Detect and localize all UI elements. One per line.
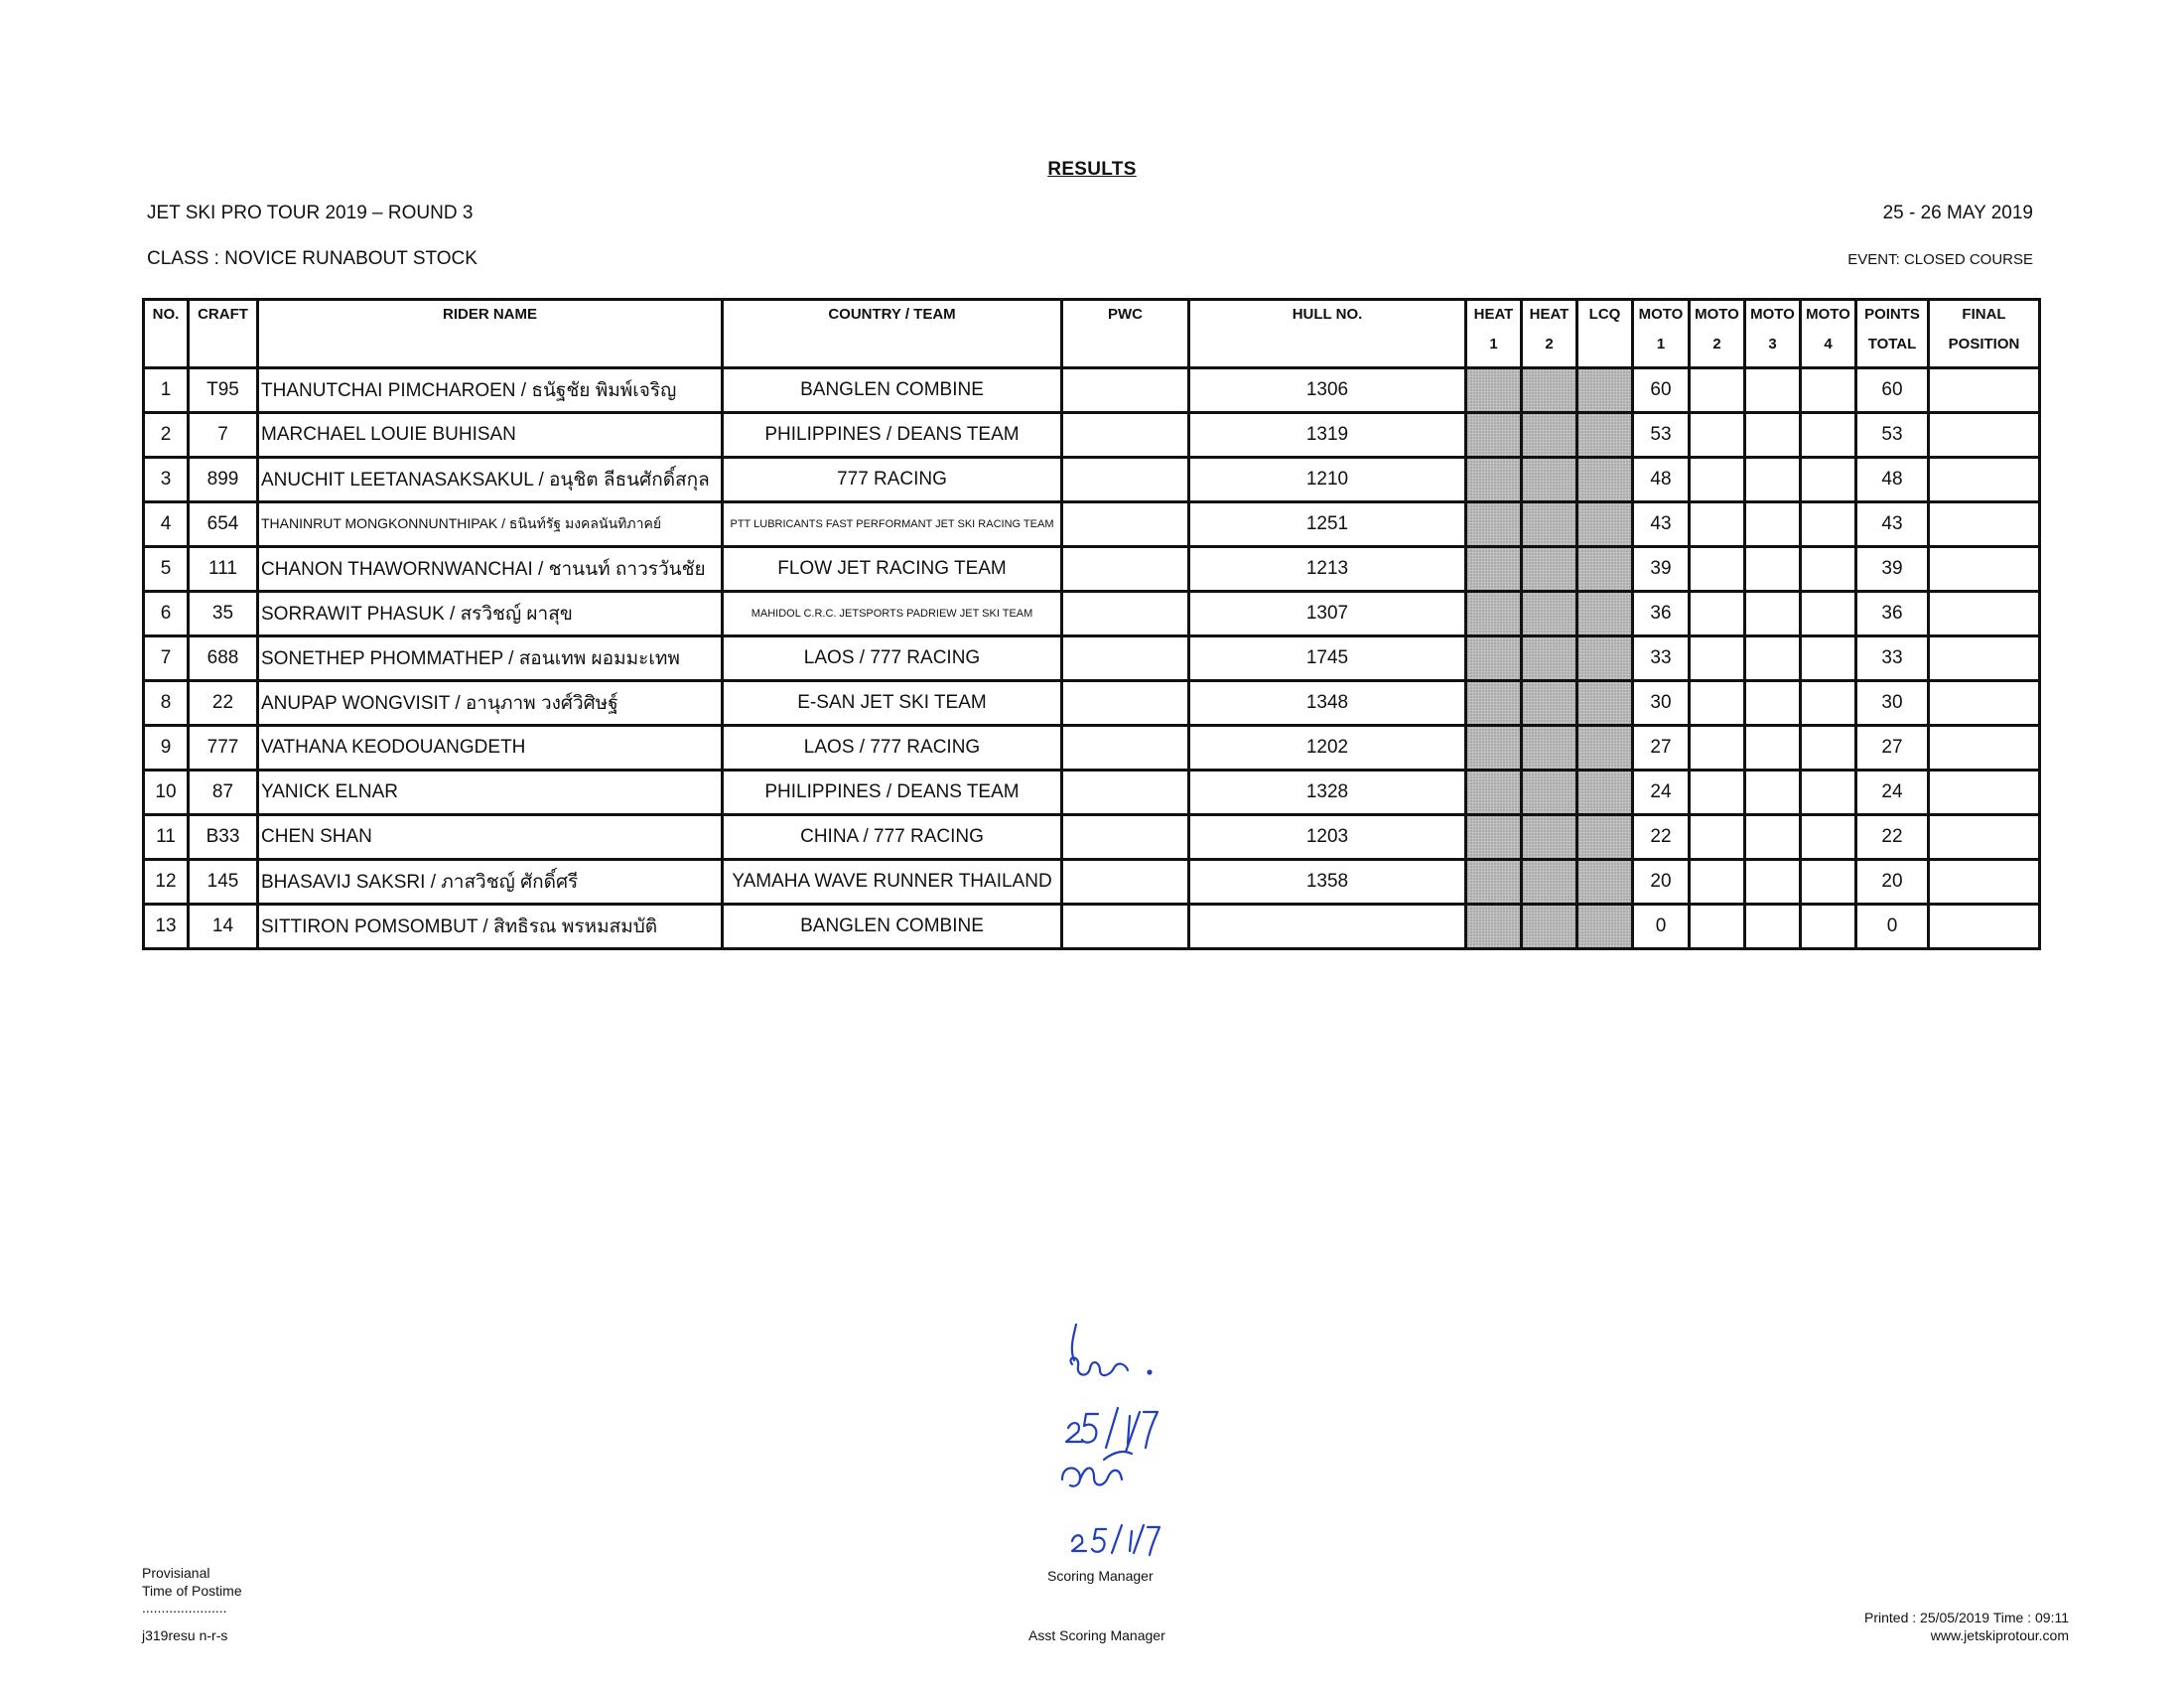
craft-cell: 654 [189,502,258,547]
heat1-cell [1466,771,1522,815]
lcq-cell [1577,860,1633,905]
pwc-cell [1062,458,1189,502]
table-row [144,458,2040,502]
hull-cell: 1202 [1189,726,1466,771]
moto4-cell [1801,413,1856,458]
heat1-cell [1466,502,1522,547]
lcq-cell [1577,368,1633,413]
moto4-cell [1801,905,1856,949]
column-header-moto-3 [1745,300,1801,368]
column-header-moto-2 [1690,300,1745,368]
hull-cell: 1306 [1189,368,1466,413]
moto2-cell [1690,771,1745,815]
column-header-line1: RIDER NAME [442,306,537,323]
event-title: JET SKI PRO TOUR 2019 – ROUND 3 [147,203,474,223]
rider-name-cell: BHASAVIJ SAKSRI / ภาสวิชญ์ ศักดิ์ศรี [258,860,723,905]
heat2-cell [1522,592,1577,636]
moto4-cell [1801,458,1856,502]
column-header-line1: PWC [1108,306,1143,323]
hull-cell: 1307 [1189,592,1466,636]
final-position-cell [1929,592,2040,636]
table-row [144,771,2040,815]
team-cell: E-SAN JET SKI TEAM [723,681,1062,726]
printed-timestamp: Printed : 25/05/2019 Time : 09:11 [1864,1610,2069,1625]
pwc-cell [1062,681,1189,726]
column-header-points-total [1856,300,1929,368]
column-header-line2: 1 [1656,336,1666,352]
final-position-cell [1929,502,2040,547]
column-header-line1: HEAT [1529,306,1570,323]
column-header-line1: POINTS [1864,306,1920,323]
results-heading: RESULTS [1047,159,1137,180]
points-total-cell: 33 [1856,636,1929,681]
pwc-cell [1062,771,1189,815]
moto3-cell [1745,860,1801,905]
rider-name-cell: ANUPAP WONGVISIT / อานุภาพ วงศ์วิศิษฐ์ [258,681,723,726]
moto1-cell: 53 [1633,413,1690,458]
moto3-cell [1745,458,1801,502]
column-header-pwc [1062,300,1189,368]
moto1-cell: 33 [1633,636,1690,681]
craft-cell: 899 [189,458,258,502]
column-header-no [144,300,189,368]
craft-cell: 145 [189,860,258,905]
team-cell: BANGLEN COMBINE [723,368,1062,413]
postime-dots: ...................... [142,1600,227,1616]
table-row [144,815,2040,860]
column-header-line2: TOTAL [1867,336,1917,352]
final-position-cell [1929,547,2040,592]
moto1-cell: 27 [1633,726,1690,771]
table-row [144,681,2040,726]
no-cell: 10 [144,771,189,815]
moto2-cell [1690,368,1745,413]
column-header-line2 [259,325,721,335]
no-cell: 9 [144,726,189,771]
rider-name-cell: THANINRUT MONGKONNUNTHIPAK / ธนินท์รัฐ มงคลนันทิภาคย์ [258,502,723,547]
moto4-cell [1801,592,1856,636]
event-type: EVENT: CLOSED COURSE [1847,251,2033,268]
hull-cell: 1319 [1189,413,1466,458]
column-header-rider-name [258,300,723,368]
craft-cell: 7 [189,413,258,458]
column-header-heat-1 [1466,300,1522,368]
final-position-cell [1929,815,2040,860]
column-header-line1: MOTO [1750,306,1795,323]
column-header-line2: POSITION [1948,336,2020,352]
moto1-cell: 22 [1633,815,1690,860]
points-total-cell: 24 [1856,771,1929,815]
craft-cell: 35 [189,592,258,636]
hull-cell: 1745 [1189,636,1466,681]
points-total-cell: 22 [1856,815,1929,860]
final-position-cell [1929,413,2040,458]
rider-name-cell: SONETHEP PHOMMATHEP / สอนเทพ ผอมมะเทพ [258,636,723,681]
column-header-line1: FINAL [1962,306,2006,323]
pwc-cell [1062,815,1189,860]
asst-scoring-manager-label: Asst Scoring Manager [1028,1627,1165,1643]
lcq-cell [1577,502,1633,547]
lcq-cell [1577,547,1633,592]
moto1-cell: 0 [1633,905,1690,949]
no-cell: 12 [144,860,189,905]
column-header-moto-4 [1801,300,1856,368]
table-row [144,413,2040,458]
heat2-cell [1522,368,1577,413]
column-header-line2: 3 [1768,336,1777,352]
column-header-line1: NO. [152,306,180,323]
table-row [144,726,2040,771]
moto1-cell: 39 [1633,547,1690,592]
points-total-cell: 48 [1856,458,1929,502]
moto4-cell [1801,860,1856,905]
table-body [144,368,2040,949]
points-total-cell: 36 [1856,592,1929,636]
moto3-cell [1745,905,1801,949]
column-header-line1: HULL NO. [1292,306,1363,323]
moto2-cell [1690,592,1745,636]
moto3-cell [1745,771,1801,815]
column-header-line2 [145,325,187,335]
column-header-line1: MOTO [1806,306,1850,323]
results-table [142,298,2041,950]
heat2-cell [1522,815,1577,860]
heat2-cell [1522,413,1577,458]
points-total-cell: 27 [1856,726,1929,771]
craft-cell: 14 [189,905,258,949]
pwc-cell [1062,502,1189,547]
column-header-final-position [1929,300,2040,368]
column-header-line1: MOTO [1638,306,1684,323]
rider-name-cell: CHANON THAWORNWANCHAI / ชานนท์ ถาวรวันชัย [258,547,723,592]
heat1-cell [1466,547,1522,592]
column-header-line2 [190,325,256,335]
moto1-cell: 24 [1633,771,1690,815]
lcq-cell [1577,636,1633,681]
lcq-cell [1577,726,1633,771]
rider-name-cell: SITTIRON POMSOMBUT / สิทธิรณ พรหมสมบัติ [258,905,723,949]
heat2-cell [1522,502,1577,547]
pwc-cell [1062,726,1189,771]
heat1-cell [1466,458,1522,502]
hull-cell: 1213 [1189,547,1466,592]
column-header-line2 [724,325,1060,335]
moto3-cell [1745,592,1801,636]
rider-name-cell: VATHANA KEODOUANGDETH [258,726,723,771]
heat1-cell [1466,726,1522,771]
craft-cell: 87 [189,771,258,815]
team-cell: BANGLEN COMBINE [723,905,1062,949]
column-header-line2 [1063,325,1187,335]
heat1-cell [1466,592,1522,636]
team-cell: MAHIDOL C.R.C. JETSPORTS PADRIEW JET SKI TEAM [723,592,1062,636]
team-cell: LAOS / 777 RACING [723,726,1062,771]
moto2-cell [1690,726,1745,771]
no-cell: 7 [144,636,189,681]
points-total-cell: 20 [1856,860,1929,905]
class-line: CLASS : NOVICE RUNABOUT STOCK [147,248,478,269]
lcq-cell [1577,592,1633,636]
rider-name-cell: ANUCHIT LEETANASAKSAKUL / อนุชิต ลีธนศักดิ์สกุล [258,458,723,502]
points-total-cell: 43 [1856,502,1929,547]
final-position-cell [1929,636,2040,681]
final-position-cell [1929,681,2040,726]
team-cell: YAMAHA WAVE RUNNER THAILAND [723,860,1062,905]
heat2-cell [1522,860,1577,905]
heat1-cell [1466,815,1522,860]
column-header-line2 [1190,325,1464,335]
moto1-cell: 30 [1633,681,1690,726]
heat2-cell [1522,547,1577,592]
no-cell: 6 [144,592,189,636]
points-total-cell: 30 [1856,681,1929,726]
lcq-cell [1577,413,1633,458]
moto4-cell [1801,502,1856,547]
column-header-heat-2 [1522,300,1577,368]
column-header-line1: HEAT [1473,306,1514,323]
column-header-country-team [723,300,1062,368]
craft-cell: 22 [189,681,258,726]
craft-cell: T95 [189,368,258,413]
moto4-cell [1801,815,1856,860]
file-code: j319resu n-r-s [142,1627,228,1643]
heat2-cell [1522,726,1577,771]
pwc-cell [1062,636,1189,681]
column-header-hull-no [1189,300,1466,368]
column-header-line2: 1 [1489,336,1498,352]
moto3-cell [1745,815,1801,860]
final-position-cell [1929,368,2040,413]
hull-cell: 1358 [1189,860,1466,905]
column-header-lcq [1577,300,1633,368]
no-cell: 1 [144,368,189,413]
table-row [144,547,2040,592]
heat2-cell [1522,458,1577,502]
team-cell: CHINA / 777 RACING [723,815,1062,860]
moto3-cell [1745,726,1801,771]
column-header-line1: LCQ [1588,306,1621,323]
column-header-line1: MOTO [1695,306,1739,323]
pwc-cell [1062,368,1189,413]
lcq-cell [1577,815,1633,860]
pwc-cell [1062,860,1189,905]
hull-cell: 1328 [1189,771,1466,815]
moto2-cell [1690,502,1745,547]
heat1-cell [1466,905,1522,949]
moto1-cell: 36 [1633,592,1690,636]
final-position-cell [1929,726,2040,771]
heat2-cell [1522,636,1577,681]
table-row [144,860,2040,905]
moto2-cell [1690,458,1745,502]
moto4-cell [1801,771,1856,815]
moto4-cell [1801,726,1856,771]
no-cell: 3 [144,458,189,502]
column-header-line2: 4 [1824,336,1833,352]
no-cell: 4 [144,502,189,547]
points-total-cell: 39 [1856,547,1929,592]
column-header-moto-1 [1633,300,1690,368]
table-header-row [144,300,2040,368]
table-row [144,592,2040,636]
time-of-postime-label: Time of Postime [142,1583,242,1599]
lcq-cell [1577,681,1633,726]
rider-name-cell: YANICK ELNAR [258,771,723,815]
hull-cell: 1348 [1189,681,1466,726]
moto3-cell [1745,547,1801,592]
pwc-cell [1062,547,1189,592]
moto3-cell [1745,502,1801,547]
moto2-cell [1690,860,1745,905]
table-row [144,368,2040,413]
column-header-craft [189,300,258,368]
points-total-cell: 60 [1856,368,1929,413]
moto1-cell: 48 [1633,458,1690,502]
column-header-line2: 2 [1545,336,1554,352]
moto2-cell [1690,413,1745,458]
table-row [144,636,2040,681]
craft-cell: 111 [189,547,258,592]
moto3-cell [1745,636,1801,681]
moto4-cell [1801,681,1856,726]
craft-cell: 777 [189,726,258,771]
lcq-cell [1577,905,1633,949]
rider-name-cell: CHEN SHAN [258,815,723,860]
craft-cell: 688 [189,636,258,681]
final-position-cell [1929,905,2040,949]
craft-cell: B33 [189,815,258,860]
handwritten-signature [1032,1321,1191,1559]
moto2-cell [1690,636,1745,681]
moto2-cell [1690,547,1745,592]
moto1-cell: 43 [1633,502,1690,547]
team-cell: LAOS / 777 RACING [723,636,1062,681]
column-header-line2 [1578,325,1631,335]
team-cell: FLOW JET RACING TEAM [723,547,1062,592]
column-header-line2: 2 [1712,336,1721,352]
no-cell: 5 [144,547,189,592]
pwc-cell [1062,905,1189,949]
team-cell: PHILIPPINES / DEANS TEAM [723,413,1062,458]
heat2-cell [1522,681,1577,726]
scoring-manager-label: Scoring Manager [1047,1568,1154,1584]
table-row [144,905,2040,949]
rider-name-cell: MARCHAEL LOUIE BUHISAN [258,413,723,458]
moto4-cell [1801,547,1856,592]
website-link[interactable]: www.jetskiprotour.com [1930,1627,2069,1643]
hull-cell: 1210 [1189,458,1466,502]
heat1-cell [1466,636,1522,681]
heat1-cell [1466,681,1522,726]
no-cell: 13 [144,905,189,949]
column-header-line1: CRAFT [198,306,248,323]
moto3-cell [1745,681,1801,726]
lcq-cell [1577,458,1633,502]
no-cell: 2 [144,413,189,458]
no-cell: 8 [144,681,189,726]
team-cell: PTT LUBRICANTS FAST PERFORMANT JET SKI RACING TEAM [723,502,1062,547]
moto4-cell [1801,636,1856,681]
column-header-line1: COUNTRY / TEAM [828,306,956,323]
moto3-cell [1745,413,1801,458]
final-position-cell [1929,860,2040,905]
pwc-cell [1062,592,1189,636]
rider-name-cell: SORRAWIT PHASUK / สรวิชญ์ ผาสุข [258,592,723,636]
final-position-cell [1929,458,2040,502]
rider-name-cell: THANUTCHAI PIMCHAROEN / ธนัฐชัย พิมพ์เจริญ [258,368,723,413]
moto2-cell [1690,905,1745,949]
final-position-cell [1929,771,2040,815]
moto4-cell [1801,368,1856,413]
pwc-cell [1062,413,1189,458]
heat1-cell [1466,368,1522,413]
event-date: 25 - 26 MAY 2019 [1882,203,2033,223]
moto2-cell [1690,681,1745,726]
hull-cell: 1203 [1189,815,1466,860]
lcq-cell [1577,771,1633,815]
heat2-cell [1522,905,1577,949]
moto1-cell: 20 [1633,860,1690,905]
moto3-cell [1745,368,1801,413]
team-cell: 777 RACING [723,458,1062,502]
hull-cell: 1251 [1189,502,1466,547]
heat1-cell [1466,860,1522,905]
table-row [144,502,2040,547]
no-cell: 11 [144,815,189,860]
moto1-cell: 60 [1633,368,1690,413]
heat1-cell [1466,413,1522,458]
points-total-cell: 53 [1856,413,1929,458]
hull-cell [1189,905,1466,949]
heat2-cell [1522,771,1577,815]
team-cell: PHILIPPINES / DEANS TEAM [723,771,1062,815]
points-total-cell: 0 [1856,905,1929,949]
moto2-cell [1690,815,1745,860]
provisional-label: Provisianal [142,1565,210,1581]
